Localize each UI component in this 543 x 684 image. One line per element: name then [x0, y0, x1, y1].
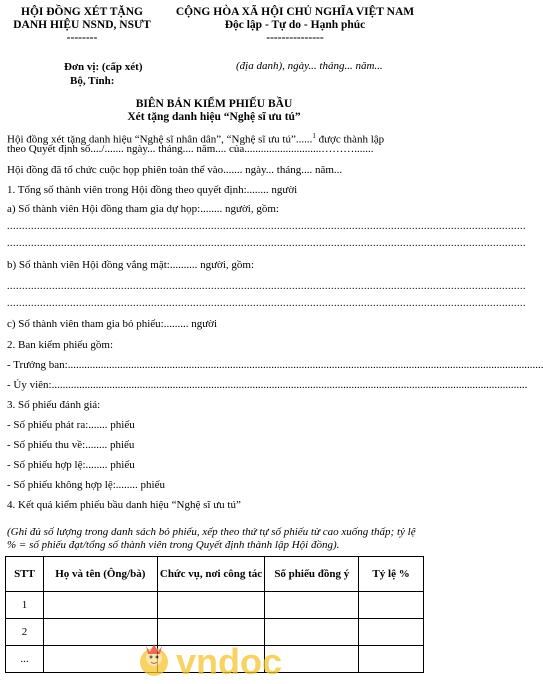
cell-position: [157, 592, 265, 619]
footnote-ref: 1: [312, 132, 316, 140]
motto-separator: ---------------: [266, 32, 324, 44]
issuing-body-line1: HỘI ĐỒNG XÉT TẶNG: [21, 6, 143, 18]
cell-rate: [359, 646, 424, 673]
mascot-icon: [140, 644, 168, 676]
watermark-logo: [132, 638, 322, 682]
fill-dots: .............................................................................................................................................................................: [51, 379, 528, 391]
meeting-line: Hội đồng đã tổ chức cuộc họp phiên toàn thể vào....... ngày... tháng.... năm...: [7, 164, 343, 176]
item1b: b) Số thành viên Hội đồng vắng mặt:.......... người, gồm:: [7, 259, 255, 271]
item3: 3. Số phiếu đánh giá:: [7, 399, 101, 411]
document-title: [0, 98, 428, 124]
issuing-body-separator: --------: [66, 32, 98, 44]
fill-dots: .............................................................................................................................................................................: [67, 359, 543, 371]
item3-valid: - Số phiếu hợp lệ:........ phiếu: [7, 459, 135, 471]
cell-rate: [359, 592, 424, 619]
item1a: a) Số thành viên Hội đồng tham gia dự họp:........ người, gồm:: [7, 203, 279, 215]
place-date: (địa danh), ngày... tháng... năm...: [236, 60, 383, 72]
item2-member: [7, 375, 528, 395]
item1c: c) Số thành viên tham gia bỏ phiếu:......... người: [7, 318, 218, 330]
fill-line: .............................................................................................................................................................................: [7, 238, 526, 249]
instruction-note: (Ghi đủ số lượng trong danh sách bỏ phiếu, xếp theo thứ tự số phiếu từ cao xuống thấp; tỷ lệ % = số phiếu đạt/tổng số thành viên trong Quyết định thành lập Hội đồng).: [7, 526, 416, 551]
intro-text-a: Hội đồng xét tặng danh hiệu “Nghệ sĩ nhân dân”, “Nghệ sĩ ưu tú”......: [7, 133, 313, 146]
watermark-text: vndoc: [176, 641, 283, 682]
ministry-line: Bộ, Tỉnh:: [70, 75, 115, 87]
cell-stt: 2: [6, 619, 44, 646]
motto: Độc lập - Tự do - Hạnh phúc: [224, 19, 366, 31]
unit-block: [64, 60, 143, 88]
country-name: CỘNG HÒA XÃ HỘI CHỦ NGHĨA VIỆT NAM: [175, 6, 415, 18]
document-header: [0, 6, 428, 58]
intro-text-b: được thành lập: [315, 133, 385, 146]
item2-head-label: - Trưởng ban:: [7, 359, 68, 371]
fill-line: .............................................................................................................................................................................: [7, 281, 526, 292]
issuing-body: [4, 6, 160, 45]
item3-issued: - Số phiếu phát ra:....... phiếu: [7, 419, 135, 431]
item3-invalid: - Số phiếu không hợp lệ:........ phiếu: [7, 479, 165, 491]
intro-line2: theo Quyết định số..../....... ngày... tháng.... năm.... của............................……….......: [7, 143, 374, 155]
table-row: [6, 592, 424, 619]
header-stt: STT: [6, 557, 44, 592]
cell-stt: 1: [6, 592, 44, 619]
item2-head: [7, 355, 543, 375]
item4: 4. Kết quả kiểm phiếu bầu danh hiệu “Nghệ sĩ ưu tú”: [7, 499, 241, 511]
cell-rate: [359, 619, 424, 646]
title-sub: Xét tặng danh hiệu “Nghệ sĩ ưu tú”: [127, 111, 301, 123]
document-body: [7, 130, 543, 563]
fill-line: .............................................................................................................................................................................: [7, 221, 526, 232]
header-name: Họ và tên (Ông/bà): [43, 557, 157, 592]
intro-line1: [7, 130, 421, 146]
national-motto: [166, 6, 424, 45]
item2: 2. Ban kiểm phiếu gồm:: [7, 339, 114, 351]
item3-returned: - Số phiếu thu về:........ phiếu: [7, 439, 135, 451]
table-header-row: [6, 557, 424, 592]
cell-stt: ...: [6, 646, 44, 673]
cell-votes: [265, 592, 359, 619]
issuing-body-line2: DANH HIỆU NSND, NSƯT: [13, 19, 151, 31]
header-position: Chức vụ, nơi công tác: [157, 557, 265, 592]
title-main: BIÊN BẢN KIỂM PHIẾU BẦU: [135, 98, 293, 110]
fill-line: .............................................................................................................................................................................: [7, 298, 526, 309]
unit-line: Đơn vị: (cấp xét): [64, 61, 143, 73]
item2-member-label: - Ủy viên:: [7, 379, 52, 391]
header-rate: Tỷ lệ %: [359, 557, 424, 592]
header-votes: Số phiếu đồng ý: [265, 557, 359, 592]
cell-name: [43, 592, 157, 619]
item1: 1. Tổng số thành viên trong Hội đồng theo quyết định:........ người: [7, 184, 298, 196]
